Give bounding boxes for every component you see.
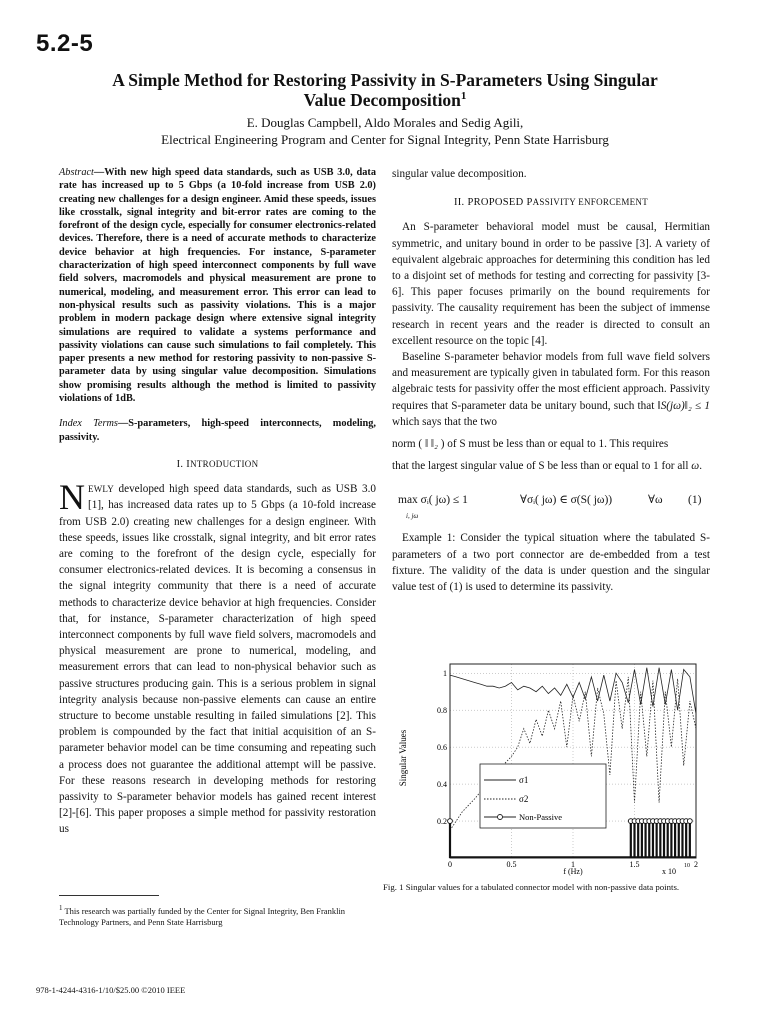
authors: E. Douglas Campbell, Aldo Morales and Sedig Agili,	[246, 115, 524, 130]
title-line-1: A Simple Method for Restoring Passivity in S-Parameters Using Singular	[112, 70, 658, 90]
section-number: 5.2-5	[36, 30, 94, 57]
section-2-title-small: ASSIVITY ENFORCEMENT	[532, 197, 649, 208]
index-terms-lead: Index Terms	[59, 418, 118, 430]
abstract-text: —With new high speed data standards, such as USB 3.0, data rate has increased up to 5 Gbps (a 10-fold increase from USB 2.0) creating new challenges for a design engineer. Amid these speeds, issues like crosstalk, signal integrity and bit-error rates are coming to the forefront of the design cycle, especially for consumer electronics-related devices. Therefore, there is a need of accurate methods to characterize device behavior at high frequencies. For instance, S-parameter characterization of high speed interconnect components by full wave field solvers, macromodels and physical measurement are prone to numerical, modeling, and measurement error. This error can lead to non-physical results such as passivity violations. This is a major problem in modern package design where extensive signal integrity simulations are required to validate a systems performance and passivity violations can cause such simulations to fail completely. This paper presents a new method for restoring passivity to non-passive S-parameter data by using singular value decomposition. Simulations show promising results although the method is limited to passivity violations of 1dB.	[59, 167, 376, 405]
left-column	[59, 166, 376, 838]
equation-number: (1)	[688, 494, 702, 507]
para2-c: norm (	[392, 438, 425, 451]
abstract-lead: Abstract	[59, 167, 94, 178]
plot-frame	[450, 664, 696, 858]
paragraph-passivity-requirements: An S-parameter behavioral model must be causal, Hermitian symmetric, and unitary bound in order to be passive [3]. A variety of equivalent algebraic approaches for determining this condition has led to a disjoint set of methods for testing and correcting for passivity [3-6]. This paper focuses primarily on the bound requirements for passivity. The causality requirement has been the subject of immense research in recent years and the reader is directed to consult an excellent resource on the topic [4].	[392, 221, 710, 347]
equation-1	[392, 486, 710, 521]
legend-label-sigma1: σ1	[519, 775, 529, 785]
equation-subscript: i, jω	[406, 512, 419, 521]
y-axis-label: Singular Values	[398, 729, 408, 787]
abstract	[59, 166, 376, 405]
singular-values-chart	[392, 658, 710, 878]
section-heading-passivity	[392, 194, 710, 211]
paper-title	[60, 70, 710, 110]
x-tick-label-2: 1	[571, 860, 575, 869]
legend-label-nonpassive: Non-Passive	[519, 812, 562, 822]
section-1-title-rest: NTRODUCTION	[190, 458, 259, 469]
chart-legend	[480, 764, 606, 828]
paragraph-baseline-models	[392, 349, 710, 430]
x-tick-label-3: 1.5	[629, 860, 640, 869]
index-terms-text: —S-parameters, high-speed interconnects, modeling, passivity.	[59, 418, 376, 443]
paragraph-largest-singular	[392, 458, 710, 474]
y-tick-label-3: 0.8	[437, 706, 447, 716]
chart-grid	[450, 664, 696, 858]
equation-forall: ∀ω	[648, 494, 663, 507]
x-tick-label-0: 0	[448, 860, 452, 869]
title-footnote-marker: 1	[460, 90, 467, 103]
footnote-text: This research was partially funded by the Center for Signal Integrity, Ben Franklin Technology Partners, and Penn State Harrisburg	[59, 905, 346, 927]
legend-label-sigma2: σ2	[519, 794, 529, 804]
legend-marker-nonpassive	[498, 815, 503, 820]
section-heading-introduction	[59, 456, 376, 473]
title-line-2-text: Value Decomposition	[303, 90, 461, 110]
para2-b: which says that the two	[392, 415, 498, 428]
continuation-text: singular value decomposition.	[392, 168, 527, 180]
equation-max: max σᵢ( jω) ≤ 1	[398, 494, 468, 507]
para2-a: Baseline S-parameter behavior models from full wave field solvers and measurement are typically given in tabulated form. For this reason algebraic tests for passivity offer the most efficient approach. Passivity requires that S-parameter data be unitary bound, such that	[392, 351, 710, 412]
authors-block	[40, 114, 730, 148]
y-tick-label-0: 0.2	[437, 817, 447, 827]
paragraph-example-1: Example 1: Consider the typical situation where the tabulated S-parameters of a two port connector are de-embedded from a test fixture. The validity of the data is under question and the singular value test of (1) is used to determine its passivity.	[392, 532, 710, 594]
affiliation: Electrical Engineering Program and Center for Signal Integrity, Penn State Harrisburg	[161, 132, 609, 147]
right-column	[392, 166, 710, 595]
y-tick-label-1: 0.4	[437, 780, 447, 790]
y-tick-label-2: 0.6	[437, 743, 447, 753]
norm-inequality: ‖S(jω)‖₂ ≤ 1	[657, 399, 710, 412]
para2-e: that the largest singular value of S be less than or equal to 1 for all	[392, 460, 692, 473]
figure-1	[392, 658, 710, 878]
footnote-divider	[59, 895, 159, 896]
introduction-paragraph	[59, 477, 376, 837]
equation-membership: ∀σᵢ( jω) ∈ σ(S( jω))	[520, 494, 613, 507]
chart-series	[448, 668, 696, 858]
copyright-notice: 978-1-4244-4316-1/10/$25.00 ©2010 IEEE	[36, 985, 186, 995]
norm-symbol: ‖ ‖₂	[424, 438, 438, 451]
section-2-title-plain: PROPOSED P	[467, 197, 533, 209]
intro-first-word: EWLY	[88, 484, 114, 495]
nonpassive-marker-17	[687, 819, 692, 824]
para2-end: .	[699, 460, 702, 473]
section-1-numeral: I.	[176, 458, 184, 470]
nonpassive-marker-0	[448, 819, 453, 824]
drop-cap: N	[59, 477, 85, 518]
x-tick-label-4: 2	[694, 860, 698, 869]
title-line-2	[60, 90, 710, 110]
x-multiplier-exp: 10	[684, 863, 690, 869]
omega-symbol: ω	[691, 460, 700, 473]
intro-text: developed high speed data standards, such as USB 3.0 [1], has increased data rates up to 5 Gbps (a 10-fold increase from USB 2.0) creating new challenges for a design engineer. With these speeds, issues like crosstalk, signal integrity, and bit error rates are coming to the forefront of the design cycle, especially for consumer electronics-related devices. It is becoming a consensus in the signal integrity community that there is a need of accurate methods to characterize device behavior at high frequencies. Consider that, for instance, S-parameter characterization of high speed interconnect components by full wave field solvers, macromodels and physical measurement are prone to numerical, modeling, and measurement errors that can lead to non-physical behavior such as passive structures producing gain. This is a serious problem in signal integrity analysis because non-passive elements can cause an entire structure to become unstable resulting in failed simulations [2]. This problem is compounded by the fact that initial acquisition of an S-parameter behavior model can be time consuming and repeating such a process does not guarantee the additional attempt will be passive. For these reasons research in developing methods for restoring passivity to S-parameter behavior models has gained recent interest [2]-[6]. This paper proposes a simple method for passivity restoration us	[59, 483, 376, 836]
y-tick-label-4: 1	[443, 669, 447, 679]
x-axis-label: f (Hz)	[563, 867, 583, 876]
figure-caption: Fig. 1 Singular values for a tabulated connector model with non-passive data points.	[383, 882, 680, 892]
paragraph-norm-line	[392, 436, 710, 452]
section-1-title-first: I	[186, 458, 191, 470]
footnote	[59, 903, 376, 928]
x-tick-label-1: 0.5	[506, 860, 517, 869]
footnote-marker: 1	[59, 904, 63, 912]
x-multiplier: x 10	[662, 867, 676, 876]
section-2-numeral: II.	[453, 197, 465, 209]
index-terms	[59, 417, 376, 444]
para2-d: ) of S must be less than or equal to 1. This requires	[437, 438, 669, 451]
